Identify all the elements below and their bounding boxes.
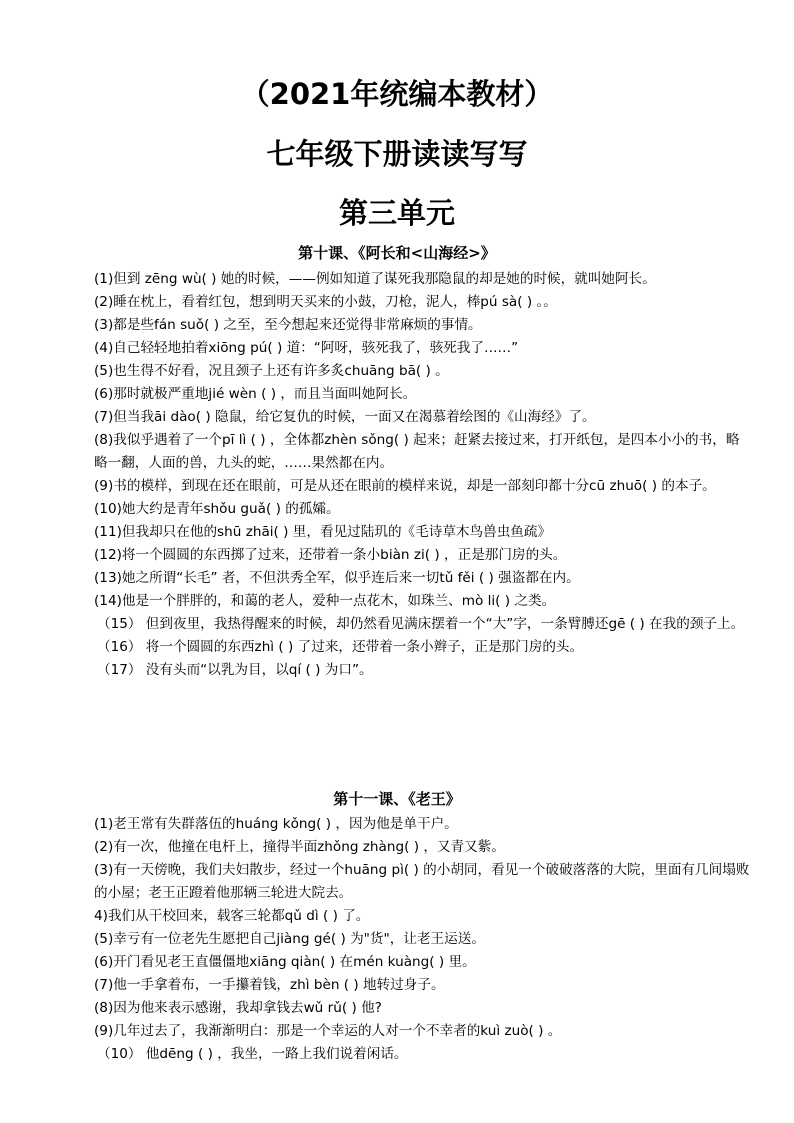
unit-title: 第三单元 [338, 196, 455, 230]
question-item: （16） 将一个圆圆的东西zhì ( ) 了过来，还带着一条小辫子，正是那门房的头。 [97, 639, 584, 655]
question-item: （17） 没有头而“以乳为目，以qí ( ) 为口”。 [97, 662, 373, 678]
question-item: (5)幸亏有一位老先生愿把自己jiàng gé( ) 为"货"，让老王运送。 [94, 931, 485, 947]
lesson-11-heading: 第十一课、《老王》 [333, 790, 461, 808]
question-item: (1)但到 zēng wù( ) 她的时候，——例如知道了谋死我那隐鼠的却是她的时候，就叫她阿长。 [94, 271, 656, 287]
question-item: (11)但我却只在他的shū zhāi( ) 里，看见过陆玑的《毛诗草木鸟兽虫鱼疏》 [94, 524, 552, 540]
lesson-10-heading: 第十课、《阿长和<山海经>》 [298, 244, 496, 262]
question-item: (6)那时就极严重地jié wèn ( ) ，而且当面叫她阿长。 [94, 386, 417, 402]
question-item: (5)也生得不好看，况且颈子上还有许多炙chuāng bā( ) 。 [94, 363, 449, 379]
question-item: (3)都是些fán suǒ( ) 之至，至今想起来还觉得非常麻烦的事情。 [94, 317, 482, 333]
question-item: (14)他是一个胖胖的，和蔼的老人，爱种一点花木，如珠兰、mò li( ) 之类。 [94, 593, 556, 609]
question-item: （15） 但到夜里，我热得醒来的时候，却仍然看见满床摆着一个“大”字，一条臂膊还gē ( ) 在我的颈子上。 [97, 616, 745, 632]
question-item: (1)老王常有失群落伍的huáng kǒng( ) ，因为他是单干户。 [94, 816, 458, 832]
question-item: (10)她大约是青年shǒu guǎ( ) 的孤孀。 [94, 501, 340, 517]
question-item: (13)她之所谓“长毛” 者，不但洪秀全军，似乎连后来一切tǔ fěi ( ) 强盗都在内。 [94, 570, 580, 586]
question-item: (3)有一天傍晚，我们夫妇散步，经过一个huāng pì( ) 的小胡同，看见一个破破落落的大院，里面有几间塌败的小屋；老王正蹬着他那辆三轮进大院去。 [94, 862, 750, 901]
lesson-10-question-list [94, 268, 752, 682]
question-item: (2)睡在枕上，看着红包，想到明天买来的小鼓，刀枪，泥人，棒pú sà( ) 。。 [94, 294, 557, 310]
question-item: (7)他一手拿着布，一手攥着钱，zhì bèn ( ) 地转过身子。 [94, 977, 445, 993]
question-item: (4)自己轻轻地拍着xiōng pú( ) 道：“阿呀，骇死我了，骇死我了……” [94, 340, 519, 356]
question-item: (9)几年过去了，我渐渐明白：那是一个幸运的人对一个不幸者的kuì zuò( ) 。 [94, 1023, 562, 1039]
question-item: (6)开门看见老王直僵僵地xiāng qiàn( ) 在mén kuàng( ) 里。 [94, 954, 476, 970]
question-item: (9)书的模样，到现在还在眼前，可是从还在眼前的模样来说，却是一部刻印都十分cū zhuō( ) 的本子。 [94, 478, 716, 494]
question-item: (12)将一个圆圆的东西掷了过来，还带着一条小biàn zi( ) ，正是那门房的头。 [94, 547, 567, 563]
lesson-11-question-list [94, 813, 752, 1066]
question-item: 4)我们从干校回来，载客三轮都qǔ dì ( ) 了。 [94, 908, 370, 924]
question-item: (7)但当我āi dào( ) 隐鼠，给它复仇的时候，一面又在渴慕着绘图的《山海经》了。 [94, 409, 596, 425]
question-item: (8)我似乎遇着了一个pī lì ( ) ，全体都zhèn sǒng( ) 起来；赶紧去接过来，打开纸包，是四本小小的书，略略一翻，人面的兽，九头的蛇，……果然都在内。 [94, 432, 740, 471]
worksheet-title: 七年级下册读读写写 [266, 137, 528, 171]
question-item: (8)因为他来表示感谢，我却拿钱去wǔ rǔ( ) 他? [94, 1000, 382, 1016]
question-item: （10） 他dēng ( ) ，我坐，一路上我们说着闲话。 [97, 1046, 408, 1062]
textbook-edition-title: （2021年统编本教材） [240, 77, 554, 111]
question-item: (2)有一次，他撞在电杆上，撞得半面zhǒng zhàng( ) ，又青又紫。 [94, 839, 505, 855]
